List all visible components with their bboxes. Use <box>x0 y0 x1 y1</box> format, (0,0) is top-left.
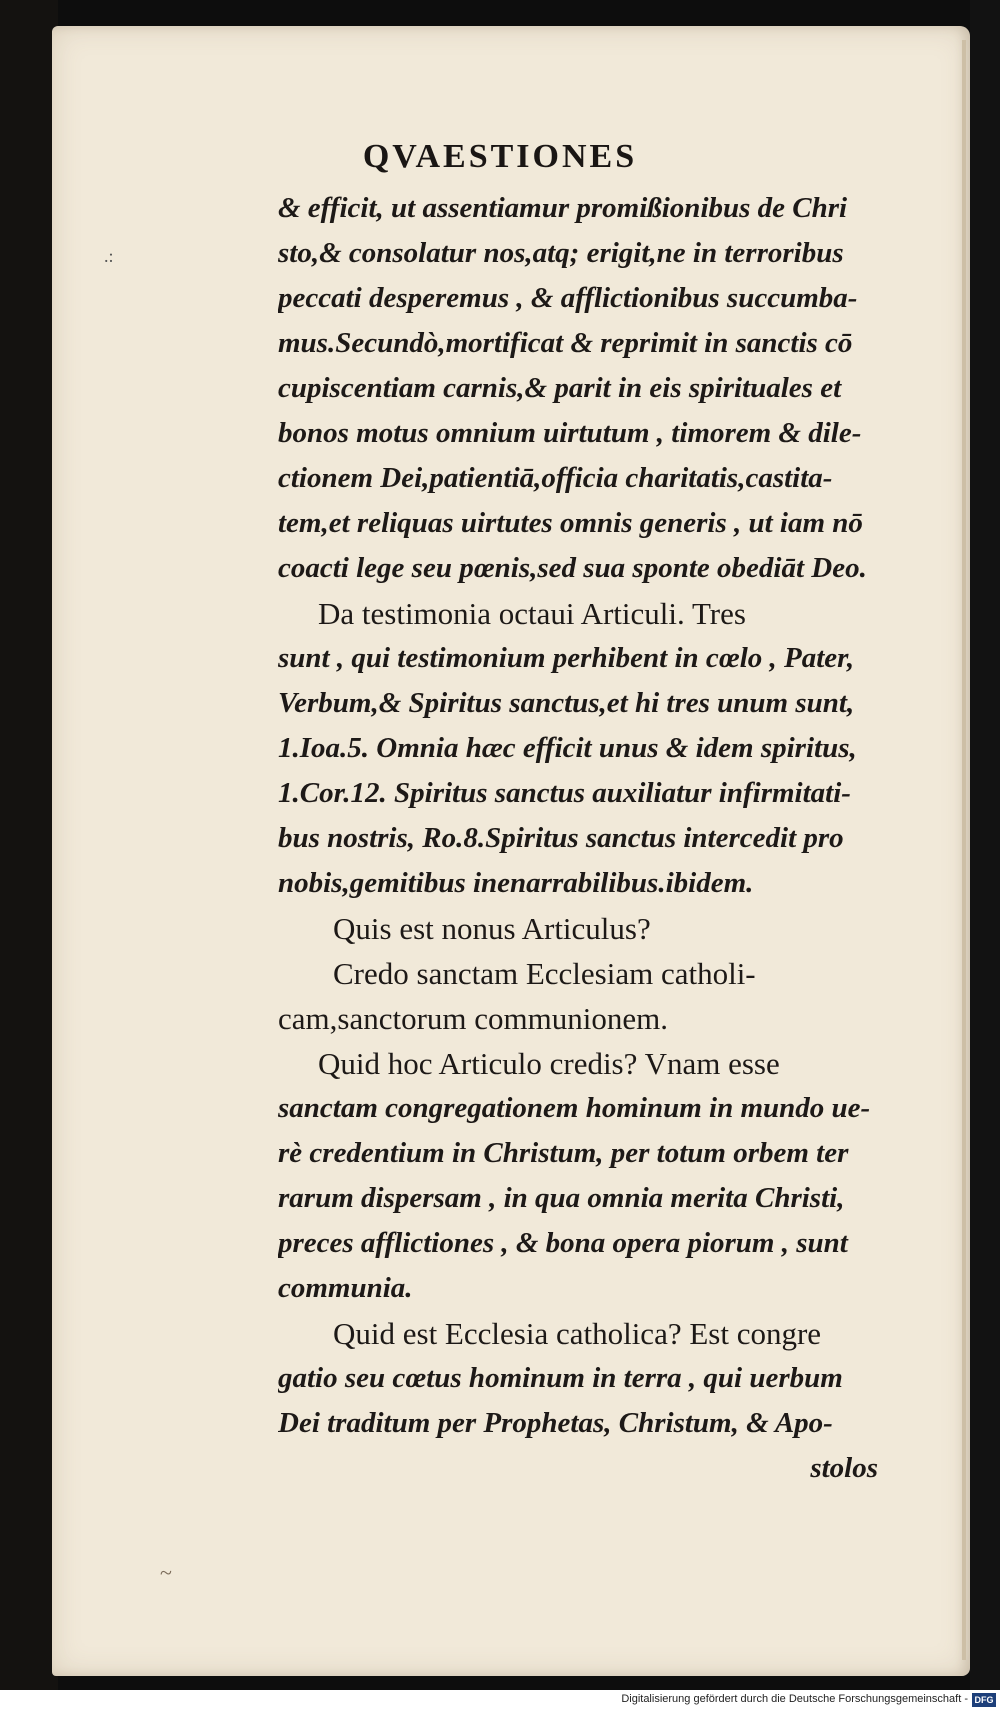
footer-bar <box>0 1690 1000 1711</box>
page-edge <box>962 40 966 1660</box>
text-line: 1.Ioa.5. Omnia hæc efficit unus & idem spiritus, <box>278 732 857 764</box>
text-line: ctionem Dei,patientiā,officia charitatis,castita- <box>278 462 833 494</box>
text-line: tem,et reliquas uirtutes omnis generis , ut iam nō <box>278 507 863 539</box>
text-line: Credo sanctam Ecclesiam catholi- <box>333 956 756 991</box>
text-block <box>278 186 958 1491</box>
text-line: nobis,gemitibus inenarrabilibus.ibidem. <box>278 867 754 899</box>
dfg-logo: DFG <box>972 1693 996 1707</box>
text-line: sunt , qui testimonium perhibent in cœlo , Pater, <box>278 642 855 674</box>
text-line: bonos motus omnium uirtutum , timorem & dile- <box>278 417 862 449</box>
text-line: coacti lege seu pœnis,sed sua sponte obediāt Deo. <box>278 552 867 584</box>
text-line: sanctam congregationem hominum in mundo ue- <box>278 1092 871 1124</box>
text-line: gatio seu cœtus hominum in terra , qui uerbum <box>278 1362 843 1394</box>
text-line: Dei traditum per Prophetas, Christum, & Apo- <box>278 1407 833 1439</box>
text-line: Quid hoc Articulo credis? Vnam esse <box>318 1046 780 1081</box>
ink-smudge: ~ <box>160 1560 172 1585</box>
text-line: stolos <box>810 1452 878 1484</box>
text-line: cupiscentiam carnis,& parit in eis spirituales et <box>278 372 842 404</box>
text-line: mus.Secundò,mortificat & reprimit in sanctis cō <box>278 327 853 359</box>
text-line: Da testimonia octaui Articuli. Tres <box>318 596 746 631</box>
text-line: rarum dispersam , in qua omnia merita Christi, <box>278 1182 845 1214</box>
text-line: peccati desperemus , & afflictionibus succumba- <box>278 282 858 314</box>
text-line: preces afflictiones , & bona opera piorum , sunt <box>278 1227 848 1259</box>
text-line: sto,& consolatur nos,atq; erigit,ne in terroribus <box>278 237 844 269</box>
text-line: cam,sanctorum communionem. <box>278 1001 668 1036</box>
footer-credit: Digitalisierung gefördert durch die Deutsche Forschungsgemeinschaft - <box>621 1693 968 1705</box>
text-line: Verbum,& Spiritus sanctus,et hi tres unum sunt, <box>278 687 855 719</box>
text-line: Quis est nonus Articulus? <box>333 911 651 946</box>
text-line: bus nostris, Ro.8.Spiritus sanctus intercedit pro <box>278 822 844 854</box>
text-line: 1.Cor.12. Spiritus sanctus auxiliatur infirmitati- <box>278 777 851 809</box>
binding-shadow <box>0 0 58 1711</box>
text-line: Quid est Ecclesia catholica? Est congre <box>333 1316 822 1351</box>
text-line: rè credentium in Christum, per totum orbem ter <box>278 1137 849 1169</box>
right-margin-shadow <box>970 0 1000 1690</box>
text-line: communia. <box>278 1272 413 1304</box>
running-head: QVAESTIONES <box>362 138 638 175</box>
marginal-mark: .: <box>104 246 114 266</box>
text-line: & efficit, ut assentiamur promißionibus de Chri <box>278 192 848 224</box>
